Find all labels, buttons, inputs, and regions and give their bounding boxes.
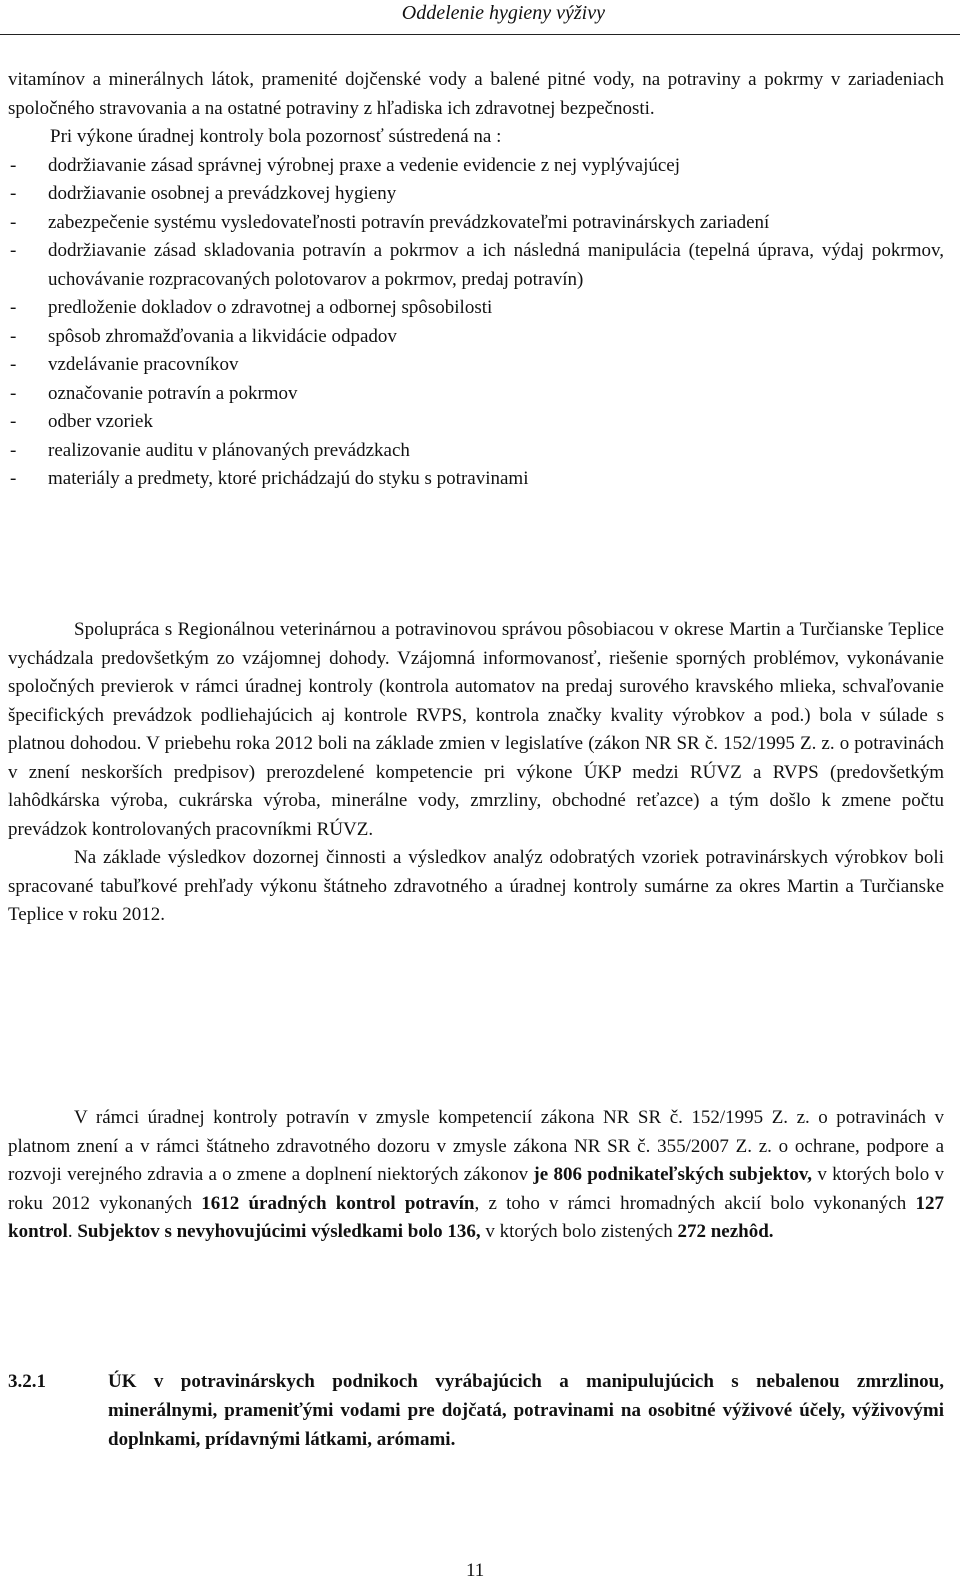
page-header — [0, 0, 960, 35]
list-item: - predloženie dokladov o zdravotnej a odbornej spôsobilosti — [10, 297, 493, 318]
list-item: - odber vzoriek — [10, 411, 153, 432]
list-item: - spôsob zhromažďovania a likvidácie odpadov — [10, 325, 397, 347]
focus-list — [8, 152, 944, 494]
cooperation-block — [8, 616, 944, 930]
list-item: - realizovanie auditu v plánovaných prevádzkach — [10, 439, 410, 461]
list-item: - vzdelávanie pracovníkov — [10, 354, 239, 375]
intro-block — [8, 66, 944, 494]
cooperation-paragraph: Spolupráca s Regionálnou veterinárnou a potravinovou správou pôsobiacou v okrese Martin a Turčianske Teplice vychádzala predovšetkým zo vzájomnej dohody. Vzájomná informovanosť, riešenie sporných problémov, vykonávanie spoločných previerok v rámci úradnej kontroly (kontrola automatov na predaj surového kravského mlieka, schvaľovanie špecifických prevádzok podliehajúcich aj kontrole RVPS, kontrola značky kvality výrobkov a pod.) bola v súlade s platnou dohodou. V priebehu roka 2012 boli na základe zmien v legislatíve (zákon NR SR č. 152/1995 Z. z. o potravinách v znení neskorších predpisov) prerozdelené kompetencie pri výkone ÚKP medzi RÚVZ a RVPS (predovšetkým lahôdkárska výroba, cukrárska výroba, minerálne vody, zmrzliny, obchodné reťazce) a tým došlo k zmene počtu prevádzok kontrolovaných pracovníkmi RÚVZ. — [8, 619, 944, 840]
page-number: 11 — [466, 1560, 485, 1581]
list-item: - dodržiavanie osobnej a prevádzkovej hygieny — [10, 183, 397, 204]
list-item: - dodržiavanie zásad skladovania potravín a pokrmov a ich následná manipulácia (tepelná úprava, výdaj pokrmov, uchovávanie rozpracovaných polotovarov a pokrmov, predaj potravín) — [10, 240, 944, 290]
section-number: 3.2.1 — [8, 1371, 46, 1392]
list-item: - zabezpečenie systému vysledovateľnosti potravín prevádzkovateľmi potravinárskych zariadení — [10, 211, 770, 233]
results-paragraph: Na základe výsledkov dozornej činnosti a výsledkov analýz odobratých vzoriek potravinárskych výrobkov boli spracované tabuľkové prehľady výkonu štátneho zdravotného a úradnej kontroly sumárne za okres Martin a Turčianske Teplice v roku 2012. — [8, 847, 944, 925]
control-paragraph: V rámci úradnej kontroly potravín v zmysle kompetencií zákona NR SR č. 152/1995 Z. z. o potravinách v platnom znení a v rámci štátneho zdravotného dozoru v zmysle zákona NR SR č. 355/2007 Z. z. o ochrane, podpore a rozvoji verejného zdravia a o zmene a doplnení niektorých zákonov je 806 podnikateľských subjektov, v ktorých bolo v roku 2012 vykonaných 1612 úradných kontrol potravín, z toho v rámci hromadných akcií bolo vykonaných 127 kontrol. Subjektov s nevyhovujúcimi výsledkami bolo 136, v ktorých bolo zistených 272 nezhôd. — [8, 1107, 944, 1242]
control-block — [8, 1104, 944, 1247]
intro-continuation: vitamínov a minerálnych látok, pramenité dojčenské vody a balené pitné vody, na potraviny a pokrmy v zariadeniach spoločného stravovania a na ostatné potraviny z hľadiska ich zdravotnej bezpečnosti. — [8, 69, 944, 119]
header-title: Oddelenie hygieny výživy — [401, 2, 605, 24]
focus-lead: Pri výkone úradnej kontroly bola pozornosť sústredená na : — [50, 126, 502, 147]
section-title: ÚK v potravinárskych podnikoch vyrábajúcich a manipulujúcich s nebalenou zmrzlinou, minerálnymi, prameniťými vodami pre dojčatá, potravinami na osobitné výživové účely, výživovými doplnkami, prídavnými látkami, arómami. — [108, 1371, 944, 1450]
list-item: - materiály a predmety, ktoré prichádzajú do styku s potravinami — [10, 468, 529, 489]
list-item: - dodržiavanie zásad správnej výrobnej praxe a vedenie evidencie z nej vyplývajúcej — [10, 154, 680, 176]
section-heading — [8, 1367, 944, 1454]
list-item: - označovanie potravín a pokrmov — [10, 382, 298, 404]
